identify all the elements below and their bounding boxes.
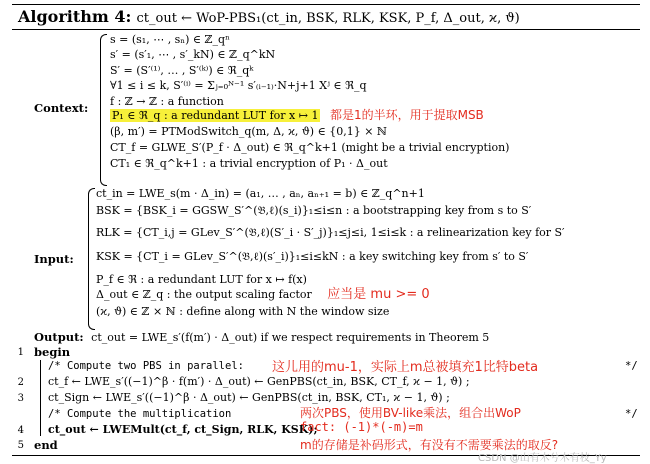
context-brace [100, 34, 107, 186]
context-line: S′ = (S′⁽¹⁾, … , S′⁽ᵏ⁾) ∈ ℜ_qᵏ [110, 64, 254, 77]
input-line: KSK = {CT_i = GLev_S′^(𝔅,ℓ)(s′_i)}₁≤i≤kN : a key switching key from s′ to S′ [96, 250, 529, 263]
block-bar [40, 360, 41, 436]
algorithm-title [18, 7, 520, 26]
context-line: CT₁ ∈ ℜ_q^k+1 : a trivial encryption of P₁ · Δ_out [110, 157, 388, 170]
end-keyword: end [34, 438, 58, 452]
input-brace [88, 188, 95, 330]
context-label: Context: [34, 101, 89, 115]
line-number: 5 [17, 440, 24, 451]
context-line: (β, m′) = PTModSwitch_q(m, Δ, ϰ, ϑ) ∈ {0,1} × ℕ [110, 125, 387, 138]
line-number: 4 [17, 425, 24, 436]
context-line: s = (s₁, ⋯ , sₙ) ∈ ℤ_qⁿ [110, 33, 230, 46]
p1-highlight: P₁ ∈ ℜ_q : a redundant LUT for x ↦ 1 [112, 109, 319, 122]
line-number: 2 [17, 377, 24, 388]
comment-pbs: /* Compute two PBS in parallel: [48, 360, 244, 372]
comment-close: */ [625, 408, 638, 420]
delta-annotation: 应当是 mu >= 0 [327, 287, 430, 302]
context-line: CT_f = GLWE_S′(P_f · Δ_out) ∈ ℜ_q^k+1 (might be a trivial encryption) [110, 141, 510, 154]
note-fact: fact: (-1)*(-m)=m [300, 420, 423, 434]
step-lwe-mult: ct_out ← LWEMult(ct_f, ct_Sign, RLK, KSK); [48, 423, 318, 436]
line-number: 1 [17, 347, 24, 358]
algorithm-label: Algorithm 4: [18, 7, 132, 26]
p1-row [110, 109, 509, 125]
title-rule [12, 29, 640, 30]
comment-close: */ [625, 360, 638, 372]
begin-keyword: begin [34, 345, 71, 359]
top-rule [12, 4, 640, 5]
comment-mult: /* Compute the multiplication [48, 408, 232, 420]
input-line: BSK = {BSK_i = GGSW_S′^(𝔅,ℓ)(s_i)}₁≤i≤n : a bootstrapping key from s to S′ [96, 204, 532, 217]
note-mu-minus-one: 这儿用的mu-1，实际上m总被填充1比特beta [272, 360, 539, 375]
input-line: RLK = {CT_i,j = GLev_S′^(𝔅,ℓ)(S′_i · S′_j)}₁≤j≤i, 1≤i≤k : a relinearization key for S′ [96, 226, 565, 239]
line-number: 3 [17, 393, 24, 404]
context-line: s′ = (s′₁, ⋯ , s′_kN) ∈ ℤ_q^kN [110, 48, 276, 61]
output-row [34, 330, 489, 344]
note-bv-mult: 两次PBS，使用BV-like乘法，组合出WoP [300, 406, 521, 420]
note-twos-complement: m的存储是补码形式，有没有不需要乘法的取反? [300, 438, 559, 452]
input-block [96, 187, 565, 320]
context-block [110, 33, 509, 172]
step-ct-sign: ct_Sign ← LWE_s′((−1)^β · Δ_out) ← GenPBS(ct_in, BSK, CT₁, ϰ − 1, ϑ) ; [48, 391, 450, 404]
output-label: Output: [34, 330, 84, 344]
input-line: P_f ∈ ℜ : a redundant LUT for x ↦ f(x) [96, 273, 307, 286]
input-line: (ϰ, ϑ) ∈ ℤ × ℕ : define along with N the window size [96, 305, 390, 318]
algorithm-signature: ct_out ← WoP-PBS₁(ct_in, BSK, RLK, KSK, P_f, Δ_out, ϰ, ϑ) [136, 11, 520, 26]
context-line: f : ℤ → ℤ : a function [110, 95, 224, 108]
p1-annotation: 都是1的半环，用于提取MSB [329, 108, 484, 122]
watermark: CSDN @山有木兮木有枝_Yy [478, 453, 607, 464]
delta-row [96, 288, 565, 305]
step-ct-f: ct_f ← LWE_s′((−1)^β · f(m′) · Δ_out) ← GenPBS(ct_in, BSK, CT_f, ϰ − 1, ϑ) ; [48, 375, 470, 388]
output-text: ct_out = LWE_s′(f(m′) · Δ_out) if we respect requirements in Theorem 5 [91, 331, 490, 344]
input-line: ct_in = LWE_s(m · Δ_in) = (a₁, … , aₙ, aₙ₊₁ = b) ∈ ℤ_q^n+1 [96, 187, 425, 200]
delta-out-line: Δ_out ∈ ℤ_q : the output scaling factor [96, 288, 312, 301]
context-line: ∀1 ≤ i ≤ k, S′⁽ⁱ⁾ = Σⱼ₌₀ᴺ⁻¹ s′₍ᵢ₋₁₎·N+j+1 Xʲ ∈ ℜ_q [110, 79, 367, 92]
input-label: Input: [34, 252, 74, 266]
